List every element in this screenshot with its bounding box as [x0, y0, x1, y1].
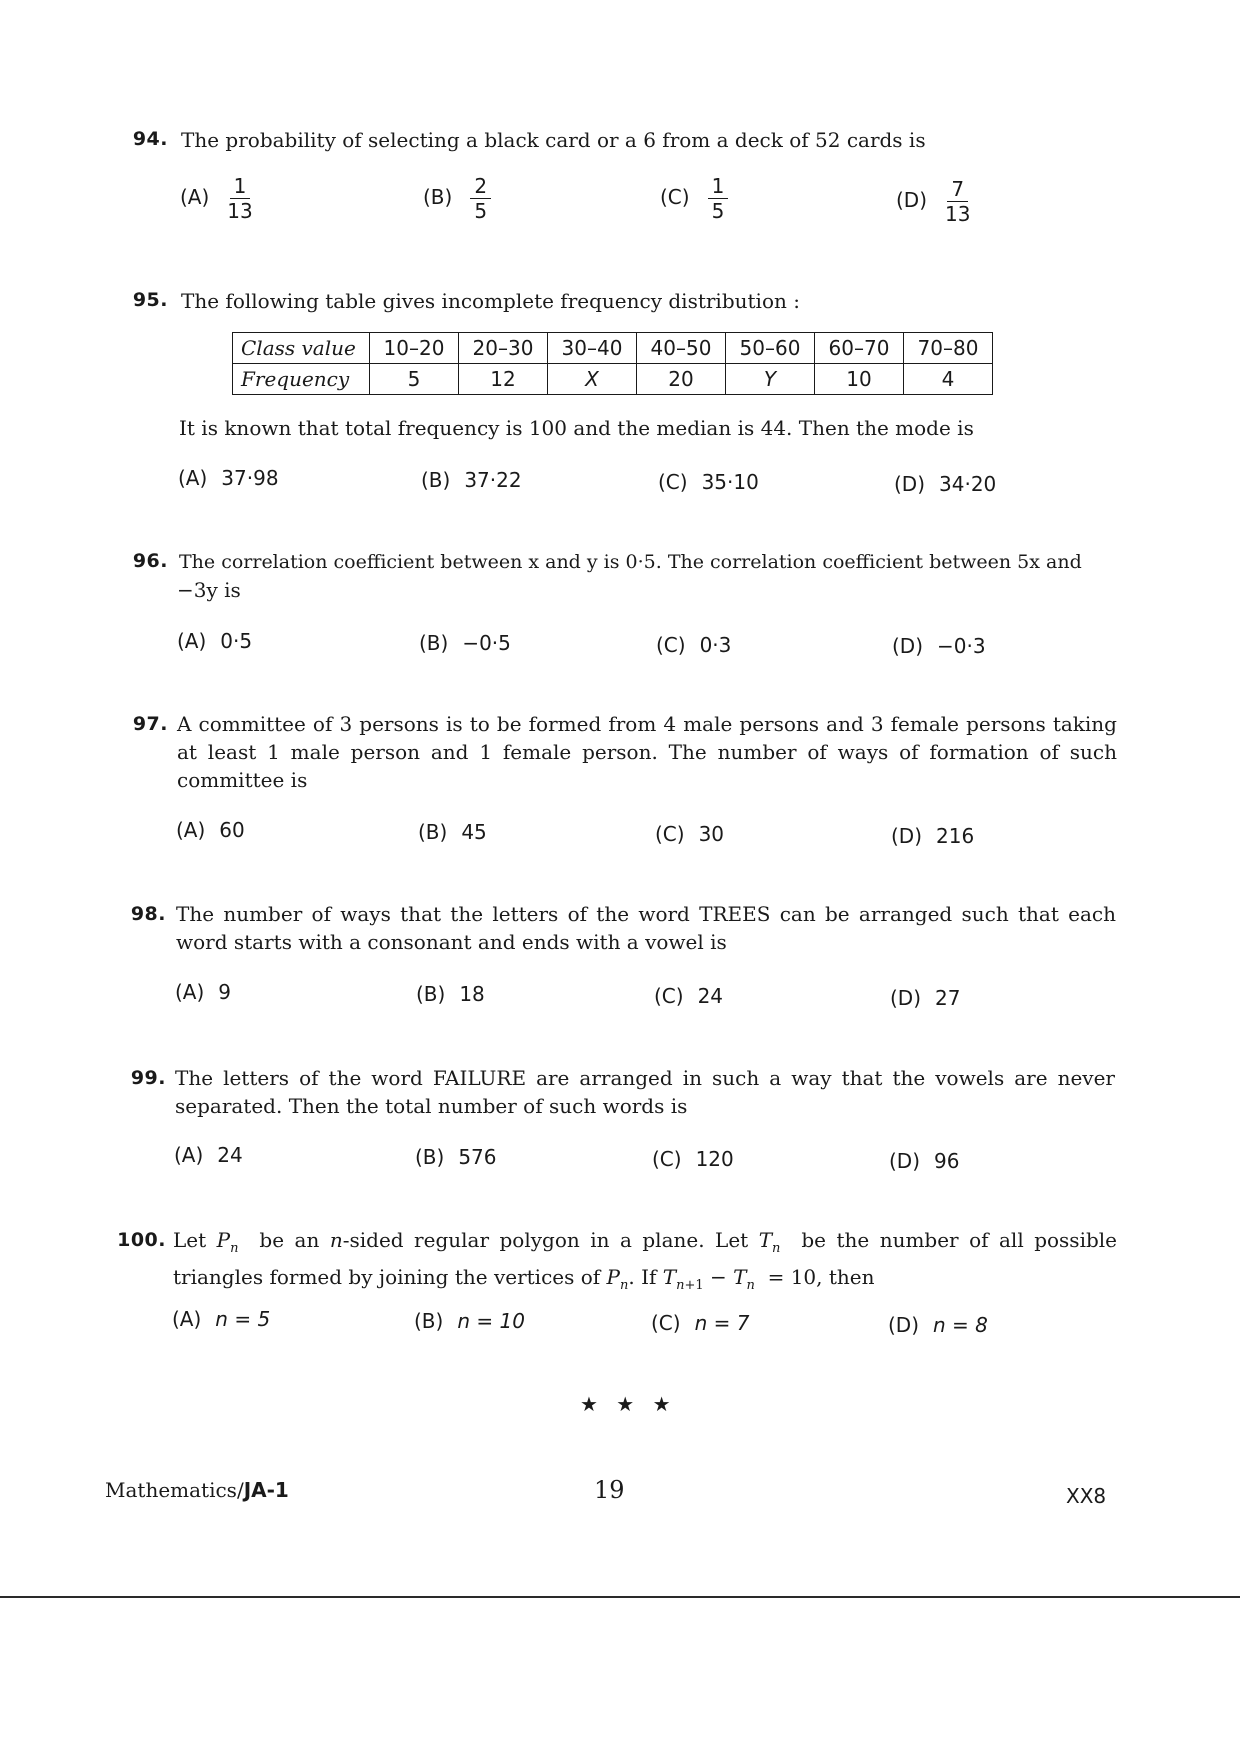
option-label: (C): [656, 633, 686, 657]
question-text: A committee of 3 persons is to be formed from 4 male persons and 3 female persons taking at least 1 male person and 1 female person. The number of ways of formation of such committee is: [177, 712, 1117, 792]
option-c[interactable]: [656, 633, 731, 657]
option-d[interactable]: [890, 986, 960, 1010]
option-label: (A): [178, 466, 208, 490]
question-number: 97.: [132, 713, 168, 735]
option-b[interactable]: [423, 175, 491, 222]
option-label: (D): [888, 1313, 920, 1337]
option-d[interactable]: [892, 634, 986, 658]
denominator: 5: [711, 199, 725, 223]
numerator: 1: [708, 175, 729, 199]
option-c[interactable]: [655, 822, 724, 846]
option-c[interactable]: [660, 175, 728, 222]
option-label: (D): [889, 1149, 921, 1173]
option-value: n = 5: [215, 1307, 271, 1331]
numerator: 1: [230, 175, 251, 199]
option-label: (A): [174, 1143, 204, 1167]
option-c[interactable]: [652, 1147, 734, 1171]
option-value: 0·3: [699, 633, 732, 657]
option-d[interactable]: [891, 824, 974, 848]
table-row: [233, 333, 993, 364]
option-label: (D): [894, 472, 926, 496]
footer-divider: [0, 1596, 1240, 1598]
question-followup: It is known that total frequency is 100 and the median is 44. Then the mode is: [179, 416, 974, 440]
question-text: The letters of the word FAILURE are arranged in such a way that the vowels are never separated. Then the total number of such words is: [175, 1066, 1115, 1118]
option-c[interactable]: [658, 470, 759, 494]
option-value: 37·22: [464, 468, 522, 492]
option-value: 576: [458, 1145, 497, 1169]
fraction: [708, 175, 729, 222]
footer-subject-name: Mathematics/: [105, 1478, 244, 1502]
option-value: 35·10: [701, 470, 759, 494]
table-cell: 50–60: [726, 333, 815, 364]
option-label: (B): [414, 1309, 444, 1333]
footer-subject: [105, 1478, 289, 1502]
option-a[interactable]: [175, 980, 231, 1004]
option-d[interactable]: [888, 1313, 988, 1337]
option-label: (C): [654, 984, 684, 1008]
option-b[interactable]: [414, 1309, 525, 1333]
option-value: 45: [461, 820, 487, 844]
table-cell: 5: [370, 364, 459, 395]
option-label: (D): [890, 986, 922, 1010]
option-value: 18: [459, 982, 485, 1006]
option-a[interactable]: [174, 1143, 243, 1167]
option-value: n = 7: [694, 1311, 750, 1335]
question-number: 94.: [132, 128, 168, 150]
table-cell: 4: [904, 364, 993, 395]
option-a[interactable]: [178, 466, 279, 490]
question-number: 99.: [130, 1067, 166, 1089]
option-b[interactable]: [416, 982, 485, 1006]
option-label: (C): [660, 185, 690, 209]
option-b[interactable]: [419, 631, 511, 655]
frequency-table: [232, 332, 993, 395]
option-label: (D): [896, 188, 928, 212]
footer-paper-code: JA-1: [243, 1478, 289, 1502]
option-label: (B): [416, 982, 446, 1006]
table-cell: 20–30: [459, 333, 548, 364]
option-value: 60: [219, 818, 245, 842]
option-value: 9: [218, 980, 232, 1004]
option-value: n = 8: [933, 1313, 988, 1337]
option-label: (D): [892, 634, 924, 658]
option-c[interactable]: [654, 984, 723, 1008]
question-number: 100.: [117, 1229, 166, 1251]
table-cell: 70–80: [904, 333, 993, 364]
option-label: (C): [652, 1147, 682, 1171]
option-label: (B): [419, 631, 449, 655]
option-b[interactable]: [415, 1145, 497, 1169]
option-value: n = 10: [457, 1309, 525, 1333]
question-text: The probability of selecting a black card or a 6 from a deck of 52 cards is: [181, 128, 926, 152]
option-a[interactable]: [180, 175, 253, 222]
option-label: (C): [655, 822, 685, 846]
denominator: 5: [474, 199, 488, 223]
numerator: 2: [470, 175, 491, 199]
option-label: (A): [175, 980, 205, 1004]
option-b[interactable]: [421, 468, 522, 492]
booklet-code: XX8: [1066, 1484, 1107, 1508]
option-a[interactable]: [177, 629, 252, 653]
option-value: −0·3: [937, 634, 986, 658]
table-cell: 20: [637, 364, 726, 395]
option-label: (B): [421, 468, 451, 492]
fraction: [227, 175, 252, 222]
question-text-line-1: The correlation coefficient between x and y is 0·5. The correlation coefficient between 5x and: [179, 551, 1082, 573]
end-marker: ★ ★ ★: [580, 1392, 677, 1416]
table-row-head: Class value: [233, 333, 370, 364]
option-a[interactable]: [172, 1307, 270, 1331]
option-d[interactable]: [894, 472, 996, 496]
option-label: (A): [176, 818, 206, 842]
option-d[interactable]: [896, 178, 970, 225]
option-label: (B): [423, 185, 453, 209]
option-label: (A): [180, 185, 210, 209]
option-value: 24: [217, 1143, 243, 1167]
table-cell: 40–50: [637, 333, 726, 364]
question-text: Let $P_n$ be an n-sided regular polygon in a plane. Let $T_n$ be the number of all possible triangles formed by joining the vertices of $P_n$. If $T_{n+1} - T_n = 10$, then: [173, 1228, 1118, 1293]
option-value: 24: [697, 984, 724, 1008]
page-number: 19: [594, 1476, 625, 1504]
question-text: The number of ways that the letters of the word TREES can be arranged such that each word starts with a consonant and ends with a vowel is: [176, 902, 1116, 954]
option-label: (B): [418, 820, 448, 844]
option-value: 30: [698, 822, 725, 846]
option-value: −0·5: [462, 631, 511, 655]
option-label: (A): [177, 629, 207, 653]
option-value: 120: [695, 1147, 734, 1171]
fraction: [945, 178, 970, 225]
option-value: 96: [934, 1149, 960, 1173]
fraction: [470, 175, 491, 222]
question-text: The following table gives incomplete frequency distribution :: [181, 289, 800, 313]
option-b[interactable]: [418, 820, 487, 844]
question-number: 96.: [132, 550, 168, 572]
table-row-head: Frequency: [233, 364, 370, 395]
table-row: [233, 364, 993, 395]
option-a[interactable]: [176, 818, 245, 842]
option-value: 0·5: [220, 629, 253, 653]
question-number: 98.: [130, 903, 166, 925]
table-cell: 60–70: [815, 333, 904, 364]
option-value: 34·20: [939, 472, 997, 496]
question-number: 95.: [132, 289, 168, 311]
table-cell: X: [548, 364, 637, 395]
option-label: (C): [658, 470, 688, 494]
denominator: 13: [945, 202, 971, 226]
numerator: 7: [947, 178, 968, 202]
option-label: (C): [651, 1311, 681, 1335]
table-cell: 30–40: [548, 333, 637, 364]
option-value: 37·98: [221, 466, 279, 490]
table-cell: 10–20: [370, 333, 459, 364]
option-value: 216: [936, 824, 975, 848]
table-cell: Y: [726, 364, 815, 395]
denominator: 13: [227, 199, 253, 223]
table-cell: 10: [815, 364, 904, 395]
option-value: 27: [935, 986, 961, 1010]
table-cell: 12: [459, 364, 548, 395]
option-label: (B): [415, 1145, 445, 1169]
option-c[interactable]: [651, 1311, 749, 1335]
option-label: (D): [891, 824, 923, 848]
question-text-line-2: −3y is: [177, 578, 241, 602]
option-label: (A): [172, 1307, 202, 1331]
option-d[interactable]: [889, 1149, 959, 1173]
